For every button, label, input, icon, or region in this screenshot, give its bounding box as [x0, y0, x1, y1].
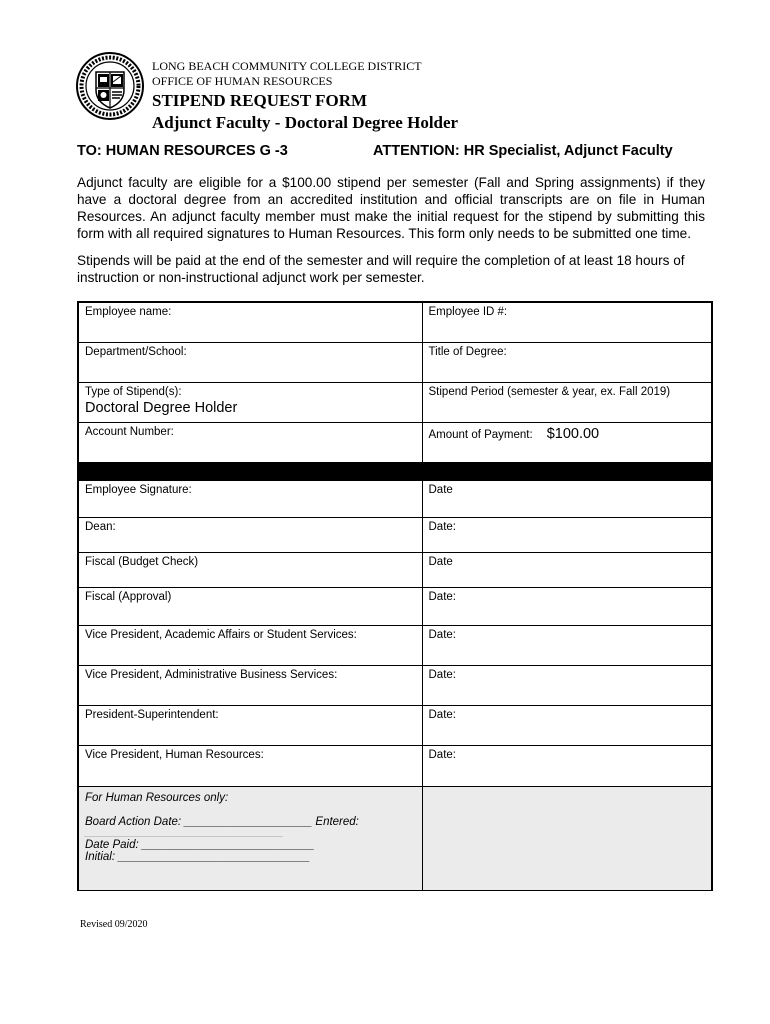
form-subtitle: Adjunct Faculty - Doctoral Degree Holder	[152, 113, 459, 132]
hr-only-heading: For Human Resources only:	[85, 791, 229, 804]
vp-human-resources-date-field[interactable]	[422, 745, 712, 786]
signature-label: Vice President, Administrative Business Services:	[85, 668, 338, 681]
separator-bar-right	[422, 462, 712, 480]
fiscal-budget-check-field[interactable]	[78, 552, 422, 587]
degree-title-label: Title of Degree:	[428, 345, 507, 358]
department-label: Department/School:	[85, 345, 187, 358]
date-label: Date	[428, 555, 453, 568]
employee-id-field[interactable]	[422, 302, 712, 342]
president-superintendent-date-field[interactable]	[422, 705, 712, 745]
board-action-date-line[interactable]: Board Action Date: ____________________ Entered:	[85, 815, 359, 828]
account-number-field[interactable]	[78, 422, 422, 462]
amount-value: $100.00	[546, 425, 600, 442]
account-number-label: Account Number:	[85, 425, 174, 438]
fiscal-approval-field[interactable]	[78, 587, 422, 625]
department-field[interactable]	[78, 342, 422, 382]
date-label: Date:	[428, 668, 456, 681]
date-label: Date	[428, 483, 453, 496]
vp-administrative-services-date-field[interactable]	[422, 665, 712, 705]
stipend-period-label: Stipend Period (semester & year, ex. Fall 2019)	[428, 385, 671, 398]
date-label: Date:	[428, 520, 456, 533]
employee-name-label: Employee name:	[85, 306, 172, 318]
vp-administrative-services-field[interactable]	[78, 665, 422, 705]
to-line: TO: HUMAN RESOURCES G -3	[77, 143, 288, 159]
degree-title-field[interactable]	[422, 342, 712, 382]
dean-date-field[interactable]	[422, 517, 712, 552]
employee-id-label: Employee ID #:	[428, 306, 508, 318]
stipend-type-value: Doctoral Degree Holder	[85, 399, 238, 416]
fiscal-approval-date-field[interactable]	[422, 587, 712, 625]
employee-signature-field[interactable]	[78, 480, 422, 517]
vp-academic-affairs-field[interactable]	[78, 625, 422, 665]
date-label: Date:	[428, 628, 456, 641]
eligibility-paragraph: Adjunct faculty are eligible for a $100.00 stipend per semester (Fall and Spring assignments) if they have a doctoral degree from an accredited institution and official transcripts are on file in Human Resources. An adjunct faculty member must make the initial request for the stipend by submitting this form with all required signatures to Human Resources. This form only needs to be submitted one time.	[77, 175, 705, 241]
employee-signature-date-field[interactable]	[422, 480, 712, 517]
fiscal-budget-date-field[interactable]	[422, 552, 712, 587]
date-paid-line[interactable]: Date Paid: ___________________________	[85, 838, 315, 851]
date-label: Date:	[428, 708, 456, 721]
date-label: Date:	[428, 748, 456, 761]
faint-blank-line: _______________________________	[85, 825, 284, 838]
signature-label: Employee Signature:	[85, 483, 192, 496]
form-title: STIPEND REQUEST FORM	[152, 91, 368, 110]
attention-line: ATTENTION: HR Specialist, Adjunct Faculty	[373, 143, 673, 159]
district-name: LONG BEACH COMMUNITY COLLEGE DISTRICT	[152, 59, 422, 73]
hr-only-empty-cell	[422, 786, 712, 890]
separator-bar-left	[78, 462, 422, 480]
signature-label: Vice President, Human Resources:	[85, 748, 264, 761]
revision-note: Revised 09/2020	[80, 919, 148, 930]
stipend-type-label: Type of Stipend(s):	[85, 385, 182, 398]
vp-academic-affairs-date-field[interactable]	[422, 625, 712, 665]
office-name: OFFICE OF HUMAN RESOURCES	[152, 74, 333, 88]
date-label: Date:	[428, 590, 456, 603]
amount-field[interactable]	[422, 422, 712, 462]
stipend-request-table	[77, 301, 713, 891]
signature-label: President-Superintendent:	[85, 708, 219, 721]
vp-human-resources-field[interactable]	[78, 745, 422, 786]
college-seal-logo	[76, 52, 144, 120]
payment-paragraph: Stipends will be paid at the end of the semester and will require the completion of at least 18 hours of instruction or non-instructional adjunct work per semester.	[77, 253, 685, 285]
stipend-type-field[interactable]	[78, 382, 422, 422]
signature-label: Fiscal (Approval)	[85, 590, 172, 603]
amount-label: Amount of Payment:	[428, 428, 533, 441]
president-superintendent-field[interactable]	[78, 705, 422, 745]
initial-line[interactable]: Initial: ______________________________	[85, 850, 311, 863]
dean-signature-field[interactable]	[78, 517, 422, 552]
signature-label: Vice President, Academic Affairs or Student Services:	[85, 628, 357, 641]
hr-only-section	[78, 786, 422, 890]
employee-name-field[interactable]	[78, 302, 422, 342]
signature-label: Dean:	[85, 520, 116, 533]
signature-label: Fiscal (Budget Check)	[85, 555, 199, 568]
stipend-period-field[interactable]	[422, 382, 712, 422]
